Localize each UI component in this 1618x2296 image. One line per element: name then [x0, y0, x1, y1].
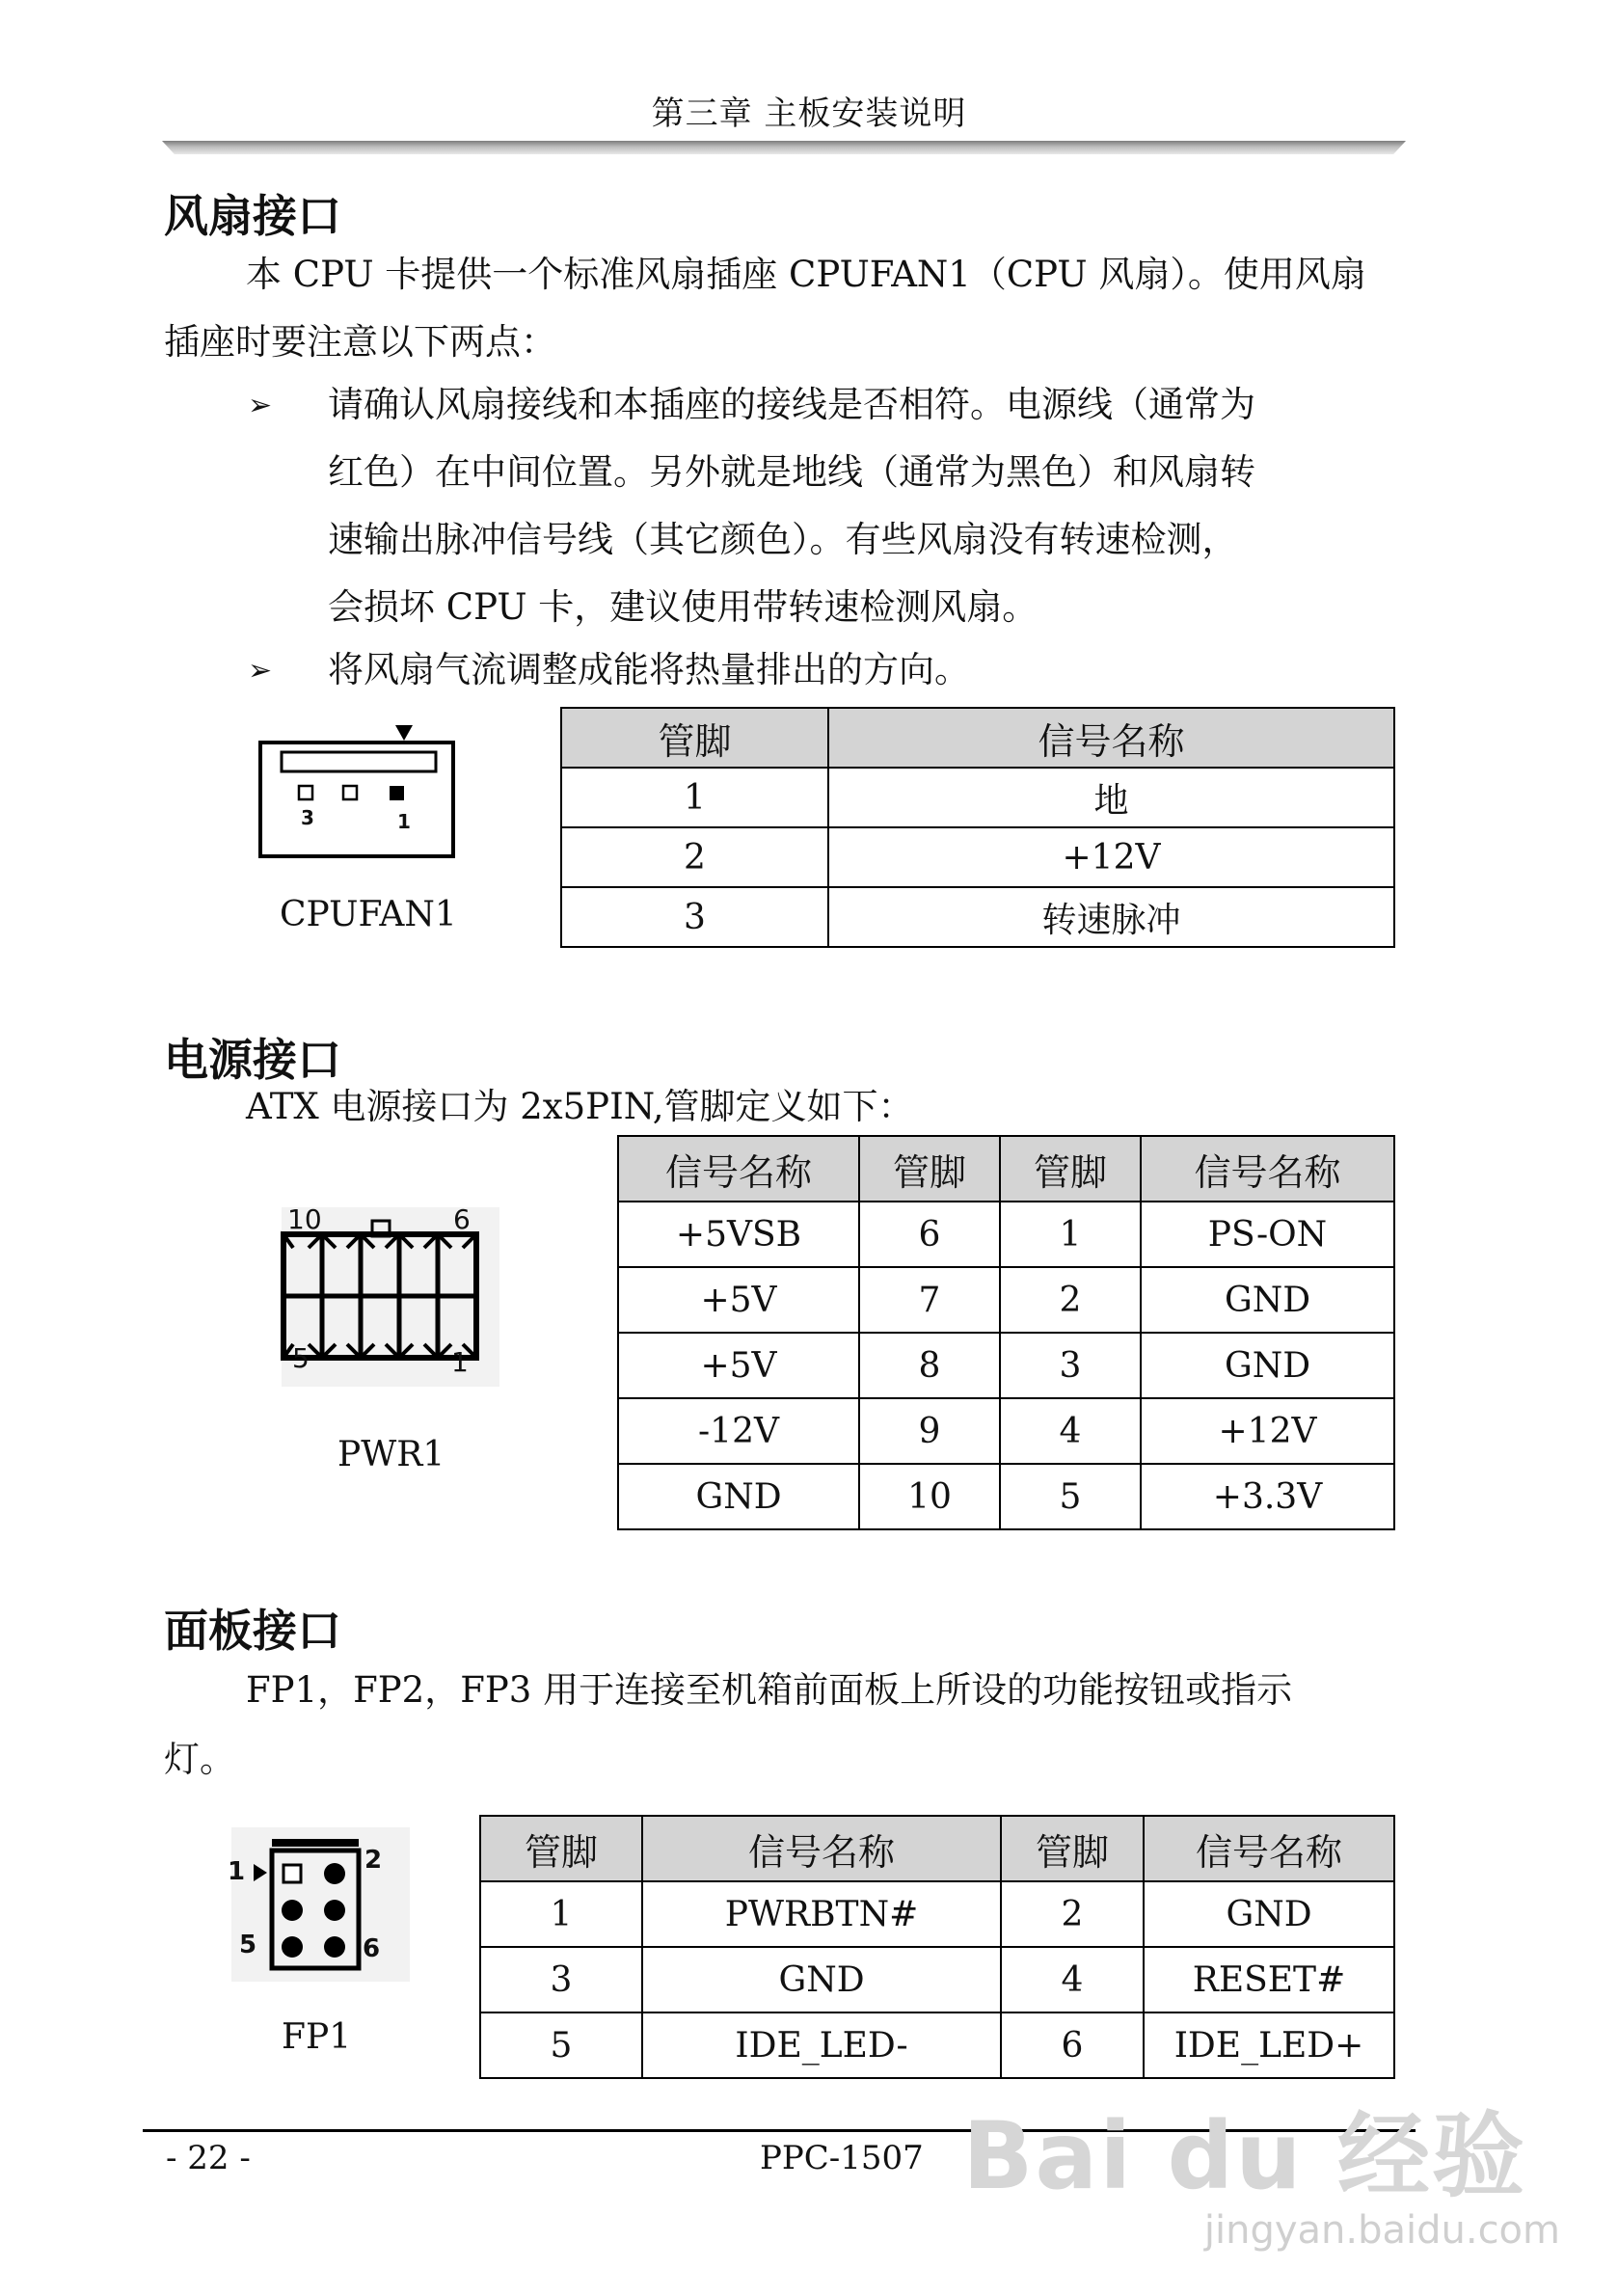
panel-section-heading: 面板接口 [164, 1605, 341, 1657]
cpufan1-pin-label-3: 3 [301, 806, 314, 829]
pwr1-pin-label-6: 6 [453, 1203, 471, 1235]
table-cell: GND [618, 1464, 859, 1529]
fan-section-heading: 风扇接口 [164, 190, 341, 242]
table-row [480, 1881, 1394, 1947]
table-cell: 1 [561, 768, 828, 827]
cpufan1-pin-label-1: 1 [397, 810, 411, 833]
footer-model: PPC-1507 [760, 2139, 924, 2177]
table-row [480, 1947, 1394, 2012]
fp1-pin-table [479, 1815, 1395, 2079]
table-cell: 4 [1000, 1398, 1141, 1464]
table-cell: 6 [1001, 2012, 1144, 2078]
table-cell: PWRBTN# [642, 1881, 1001, 1947]
pwr1-pin-label-5: 5 [292, 1342, 310, 1374]
table-row [618, 1333, 1394, 1398]
fan-bullet2: 将风扇气流调整成能将热量排出的方向。 [328, 649, 970, 690]
table-cell: +3.3V [1141, 1464, 1394, 1529]
table-cell: 转速脉冲 [828, 887, 1394, 947]
fp1-pin-label-2: 2 [364, 1846, 383, 1875]
table-row [561, 768, 1394, 827]
table-cell: 1 [1000, 1202, 1141, 1267]
table-cell: 3 [1000, 1333, 1141, 1398]
table-header: 管脚 [561, 708, 828, 768]
table-cell: PS-ON [1141, 1202, 1394, 1267]
fp1-label: FP1 [282, 2017, 352, 2057]
header-rule [162, 141, 1406, 154]
table-cell: -12V [618, 1398, 859, 1464]
table-cell: +5V [618, 1333, 859, 1398]
table-cell: 3 [561, 887, 828, 947]
page-header-title: 第三章 主板安装说明 [651, 95, 967, 133]
table-header: 管脚 [1001, 1816, 1144, 1881]
table-cell: GND [1141, 1333, 1394, 1398]
table-cell: 10 [859, 1464, 1000, 1529]
table-cell: +12V [1141, 1398, 1394, 1464]
table-cell: GND [1141, 1267, 1394, 1333]
baidu-watermark-logo: Bai du 经验 [962, 2102, 1526, 2210]
pwr1-pin-table [617, 1135, 1395, 1530]
table-cell: IDE_LED- [642, 2012, 1001, 2078]
fp1-pin-label-6: 6 [363, 1934, 381, 1963]
fan-intro-line1: 本 CPU 卡提供一个标准风扇插座 CPUFAN1（CPU 风扇）。使用风扇 [246, 254, 1366, 295]
table-cell: 4 [1001, 1947, 1144, 2012]
table-cell: 1 [480, 1881, 642, 1947]
fan-bullet1-line3: 速输出脉冲信号线（其它颜色）。有些风扇没有转速检测， [328, 519, 1238, 560]
table-header: 管脚 [1000, 1136, 1141, 1202]
bullet-arrow-icon: ➢ [248, 654, 273, 688]
pwr1-pin-label-1: 1 [451, 1346, 469, 1378]
table-header: 信号名称 [1141, 1136, 1394, 1202]
table-cell: GND [1144, 1881, 1394, 1947]
table-row [618, 1464, 1394, 1529]
table-cell: 7 [859, 1267, 1000, 1333]
footer-page-number: - 22 - [166, 2139, 251, 2177]
table-cell: 5 [480, 2012, 642, 2078]
table-cell: GND [642, 1947, 1001, 2012]
fan-bullet1-line1: 请确认风扇接线和本插座的接线是否相符。电源线（通常为 [328, 384, 1255, 425]
fp1-pin-label-5: 5 [239, 1931, 257, 1959]
table-header: 管脚 [859, 1136, 1000, 1202]
baidu-watermark-url: jingyan.baidu.com [1203, 2208, 1560, 2253]
table-row [561, 887, 1394, 947]
power-section-heading: 电源接口 [164, 1034, 341, 1086]
fan-intro-line2: 插座时要注意以下两点： [164, 321, 556, 363]
table-cell: 3 [480, 1947, 642, 2012]
panel-intro-line2: 灯。 [164, 1739, 235, 1780]
fan-bullet1-line2: 红色）在中间位置。另外就是地线（通常为黑色）和风扇转 [328, 451, 1255, 493]
table-cell: 8 [859, 1333, 1000, 1398]
table-header: 信号名称 [1144, 1816, 1394, 1881]
panel-intro-line1: FP1，FP2，FP3 用于连接至机箱前面板上所设的功能按钮或指示 [246, 1669, 1293, 1711]
table-cell: 6 [859, 1202, 1000, 1267]
table-header: 信号名称 [828, 708, 1394, 768]
table-row [480, 2012, 1394, 2078]
table-cell: 2 [561, 827, 828, 887]
table-cell: +12V [828, 827, 1394, 887]
cpufan1-connector-diagram [253, 721, 465, 866]
cpufan1-label: CPUFAN1 [280, 895, 457, 934]
table-header: 信号名称 [642, 1816, 1001, 1881]
pwr1-label: PWR1 [337, 1435, 445, 1474]
table-cell: +5V [618, 1267, 859, 1333]
pwr1-pin-label-10: 10 [287, 1203, 322, 1235]
table-cell: 5 [1000, 1464, 1141, 1529]
table-row [561, 827, 1394, 887]
table-row [618, 1267, 1394, 1333]
fp1-pin-label-1: 1 [228, 1857, 246, 1886]
table-row [618, 1398, 1394, 1464]
table-cell: RESET# [1144, 1947, 1394, 2012]
table-header: 信号名称 [618, 1136, 859, 1202]
table-header: 管脚 [480, 1816, 642, 1881]
table-cell: 2 [1000, 1267, 1141, 1333]
table-cell: +5VSB [618, 1202, 859, 1267]
table-cell: IDE_LED+ [1144, 2012, 1394, 2078]
power-intro: ATX 电源接口为 2x5PIN,管脚定义如下： [246, 1086, 914, 1127]
table-cell: 2 [1001, 1881, 1144, 1947]
table-cell: 地 [828, 768, 1394, 827]
table-cell: 9 [859, 1398, 1000, 1464]
fan-bullet1-line4: 会损坏 CPU 卡，建议使用带转速检测风扇。 [328, 586, 1038, 628]
cpufan1-pin-table [560, 707, 1395, 948]
bullet-arrow-icon: ➢ [248, 389, 273, 422]
table-row [618, 1202, 1394, 1267]
